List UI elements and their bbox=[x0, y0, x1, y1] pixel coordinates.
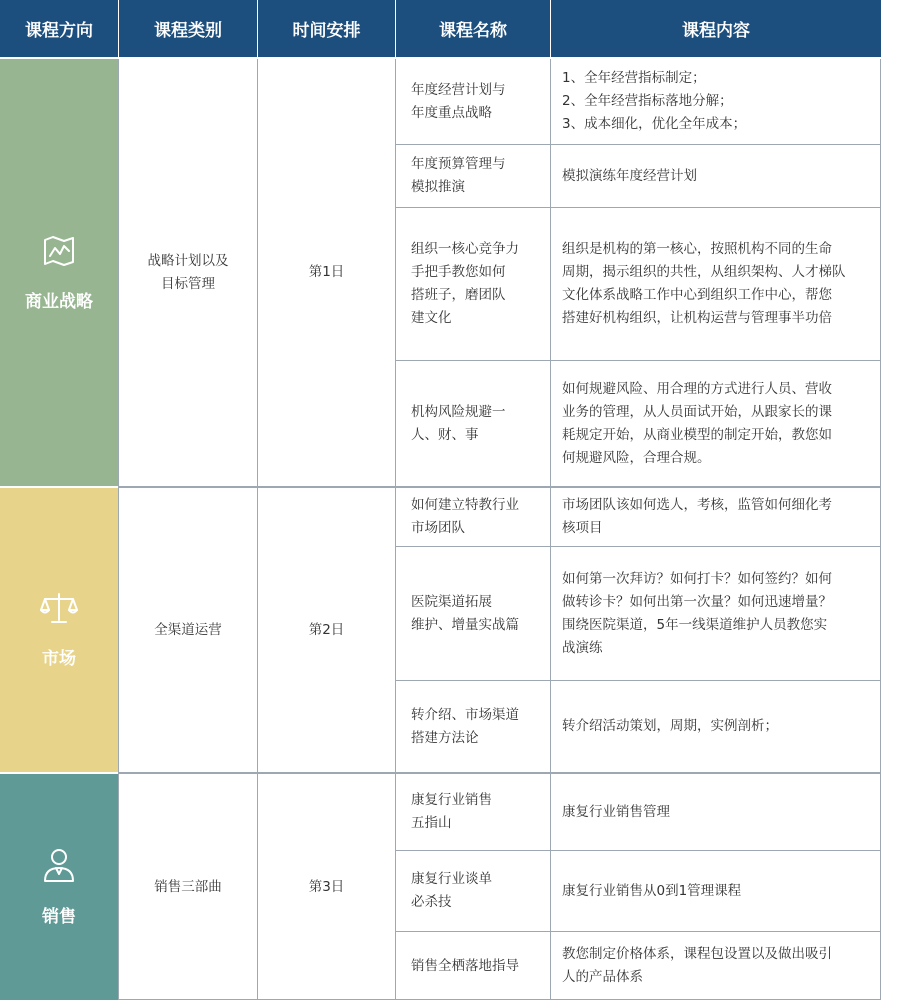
course-name: 年度预算管理与 模拟推演 bbox=[411, 156, 506, 195]
person-icon bbox=[42, 847, 76, 888]
course-content: 康复行业销售管理 bbox=[562, 803, 670, 820]
header-schedule: 时间安排 bbox=[258, 0, 395, 57]
direction-label: 销售 bbox=[42, 907, 76, 927]
course-content: 教您制定价格体系，课程包设置以及做出吸引 人的产品体系 bbox=[562, 946, 832, 985]
header-direction: 课程方向 bbox=[0, 0, 118, 57]
category-cell: 销售三部曲 bbox=[154, 878, 222, 895]
direction-strategy bbox=[0, 59, 118, 486]
grid-line bbox=[395, 57, 396, 1000]
direction-market bbox=[0, 488, 118, 772]
course-content: 如何规避风险、用合理的方式进行人员、营收 业务的管理，从人员面试开始，从跟家长的课 耗规定开始，从商业模型的制定开始，教您如 何规避风险，合理合规。 bbox=[562, 380, 832, 466]
course-content: 市场团队该如何选人，考核，监管如何细化考 核项目 bbox=[562, 497, 832, 536]
course-name: 机构风险规避一 人、财、事 bbox=[411, 403, 506, 443]
direction-label: 市场 bbox=[42, 649, 76, 669]
schedule-cell: 第1日 bbox=[308, 264, 345, 280]
grid-line bbox=[118, 486, 881, 488]
grid-line bbox=[395, 144, 881, 145]
grid-line bbox=[395, 207, 881, 208]
grid-line bbox=[395, 850, 881, 851]
course-name: 康复行业谈单 必杀技 bbox=[411, 871, 492, 910]
header-category: 课程类别 bbox=[119, 0, 257, 57]
header-content: 课程内容 bbox=[551, 0, 881, 57]
direction-label: 商业战略 bbox=[25, 291, 93, 312]
course-name: 销售全栖落地指导 bbox=[411, 957, 519, 974]
grid-line bbox=[257, 57, 258, 1000]
course-content: 转介绍活动策划，周期，实例剖析； bbox=[562, 718, 778, 734]
course-name: 康复行业销售 五指山 bbox=[411, 792, 492, 831]
map-icon bbox=[42, 234, 76, 273]
grid-line bbox=[395, 931, 881, 932]
course-name: 年度经营计划与 年度重点战略 bbox=[411, 81, 506, 121]
header-name: 课程名称 bbox=[396, 0, 550, 57]
course-content: 组织是机构的第一核心，按照机构不同的生命 周期，揭示组织的共性，从组织架构、人才梯队 文化体系战略工作中心到组织工作中心，帮您 搭建好机构组织，让机构运营与管理事半功倍 bbox=[562, 241, 846, 326]
grid-line bbox=[395, 360, 881, 361]
course-content: 如何第一次拜访？如何打卡？如何签约？如何 做转诊卡？如何出第一次量？如何迅速增量？ 围绕医院渠道，5年一线渠道维护人员教您实 战演练 bbox=[562, 570, 832, 656]
course-name: 转介绍、市场渠道 搭建方法论 bbox=[411, 706, 519, 746]
grid-line bbox=[395, 680, 881, 681]
grid-line bbox=[880, 57, 881, 1000]
grid-line bbox=[118, 772, 881, 774]
course-name: 组织一核心竞争力 手把手教您如何 搭班子，磨团队 建文化 bbox=[411, 241, 519, 326]
course-content: 1、全年经营指标制定； 2、全年经营指标落地分解； 3、成本细化，优化全年成本； bbox=[562, 70, 747, 132]
grid-line bbox=[0, 57, 881, 59]
course-name: 医院渠道拓展 维护、增量实战篇 bbox=[411, 593, 519, 633]
grid-line bbox=[550, 57, 551, 1000]
schedule-cell: 第2日 bbox=[308, 621, 345, 638]
category-cell: 全渠道运营 bbox=[154, 621, 222, 638]
scales-icon bbox=[40, 591, 78, 630]
grid-line bbox=[395, 546, 881, 547]
category-cell: 战略计划以及 目标管理 bbox=[147, 252, 229, 292]
grid-line bbox=[118, 57, 119, 1000]
direction-sales bbox=[0, 774, 118, 1000]
course-content: 模拟演练年度经营计划 bbox=[562, 167, 697, 184]
course-name: 如何建立特教行业 市场团队 bbox=[411, 497, 519, 536]
course-content: 康复行业销售从0到1管理课程 bbox=[562, 882, 742, 899]
schedule-cell: 第3日 bbox=[308, 878, 345, 895]
